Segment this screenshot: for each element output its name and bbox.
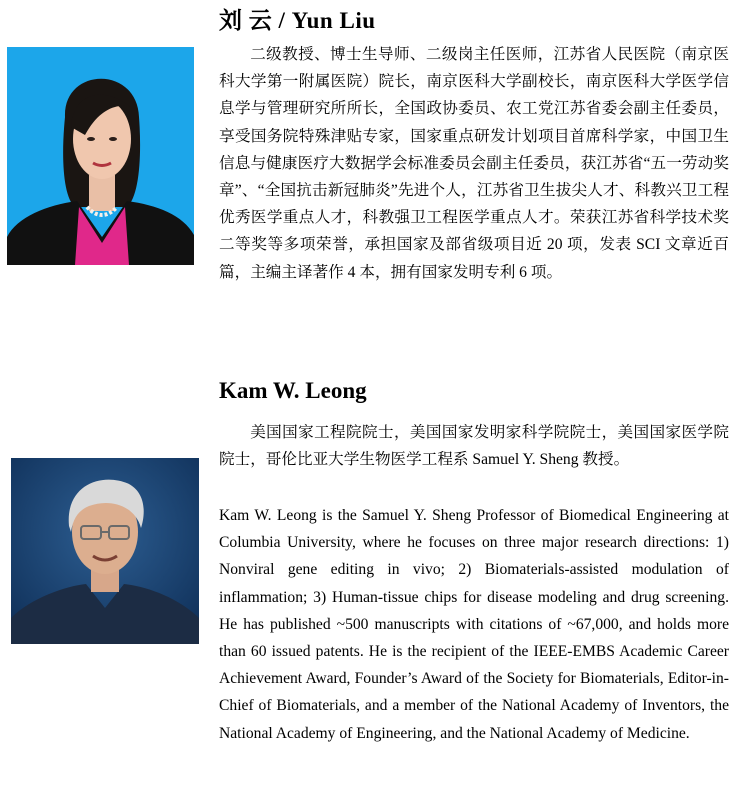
profile-name-kam-leong: Kam W. Leong	[219, 378, 367, 403]
portrait-photo-yun-liu	[7, 47, 194, 265]
profile-name-yun-liu: 刘 云 / Yun Liu	[219, 8, 376, 33]
profile-bio-en-kam-leong: Kam W. Leong is the Samuel Y. Sheng Professor of Biomedical Engineering at Columbia University, where he focuses on three major research directions: 1) Nonviral gene editing in vivo; 2) Biomaterials-assisted modulation of inflammation; 3) Human-tissue chips for disease modeling and drug screening. He has published ~500 manuscripts with citations of ~67,000, and holds more than 60 issued patents. He is the recipient of the IEEE-EMBS Academic Career Achievement Award, Founder’s Award of the Society for Biomaterials, Editor-in-Chief of Biomaterials, and a member of the National Academy of Inventors, the National Academy of Engineering, and the National Academy of Medicine.	[219, 507, 729, 742]
profile-bio-zh-kam-leong: 美国国家工程院院士，美国国家发明家科学院院士，美国国家医学院院士，哥伦比亚大学生物医学工程系 Samuel Y. Sheng 教授。	[219, 424, 729, 469]
profile-bio-yun-liu: 二级教授、博士生导师、二级岗主任医师，江苏省人民医院（南京医科大学第一附属医院）院长，南京医科大学副校长，南京医科大学医学信息学与管理研究所所长，全国政协委员、农工党江苏省委会副主任委员，享受国务院特殊津贴专家，国家重点研发计划项目首席科学家，中国卫生信息与健康医疗大数据学会标准委员会副主任委员，获江苏省“五一劳动奖章”、“全国抗击新冠肺炎”先进个人，江苏省卫生拔尖人才、科教兴卫工程优秀医学重点人才，科教强卫工程医学重点人才。荣获江苏省科学技术奖二等奖等多项荣誉，承担国家及部省级项目近 20 项，发表 SCI 文章近百篇，主编主译著作 4 本，拥有国家发明专利 6 项。	[219, 46, 729, 281]
portrait-photo-kam-leong	[11, 458, 199, 644]
